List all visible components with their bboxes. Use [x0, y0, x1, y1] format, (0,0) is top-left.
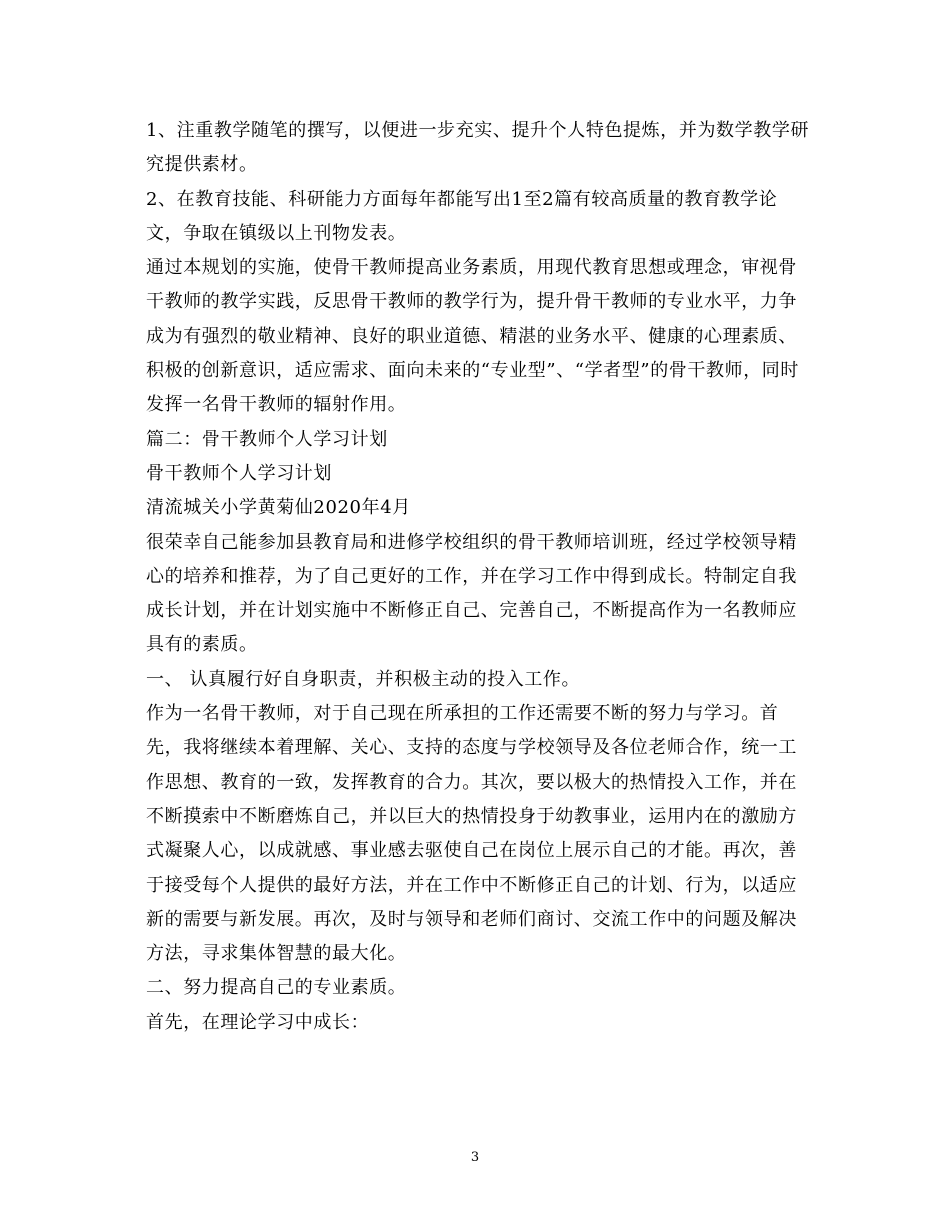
paragraph-section-one-body: 作为一名骨干教师，对于自己现在所承担的工作还需要不断的努力与学习。首先，我将继续本着理解、关心、支持的态度与学校领导及各位老师合作，统一工作思想、教育的一致，发挥教育的合力。其次，要以极大的热情投入工作，并在不断摸索中不断磨炼自己，并以巨大的热情投身于幼教事业，运用内在的激励方式凝聚人心，以成就感、事业感去驱使自己在岗位上展示自己的才能。再次，善于接受每个人提供的最好方法，并在工作中不断修正自己的计划、行为，以适应新的需要与新发展。再次，及时与领导和老师们商讨、交流工作中的问题及解决方法，寻求集体智慧的最大化。	[146, 703, 797, 965]
document-body	[146, 114, 814, 1040]
heading-section-two: 二、努力提高自己的专业素质。	[146, 977, 407, 999]
paragraph-intro: 很荣幸自己能参加县教育局和进修学校组织的骨干教师培训班，经过学校领导精心的培养和推荐，为了自己更好的工作，并在学习工作中得到成长。特制定自我成长计划，并在计划实施中不断修正自己、完善自己，不断提高作为一名教师应具有的素质。	[146, 531, 797, 656]
page-number: 3	[470, 1150, 480, 1165]
paragraph-note-2: 2、在教育技能、科研能力方面每年都能写出1至2篇有较高质量的教育教学论文，争取在镇级以上刊物发表。	[146, 188, 778, 244]
paragraph-summary: 通过本规划的实施，使骨干教师提高业务素质，用现代教育思想或理念，审视骨干教师的教学实践，反思骨干教师的教学行为，提升骨干教师的专业水平，力争成为有强烈的敬业精神、良好的职业道德、精湛的业务水平、健康的心理素质、积极的创新意识，适应需求、面向未来的“专业型”、“学者型”的骨干教师，同时发挥一名骨干教师的辐射作用。	[146, 257, 800, 416]
heading-section-one: 一、 认真履行好自身职责，并积极主动的投入工作。	[146, 668, 581, 690]
author-date-line: 清流城关小学黄菊仙2020年4月	[146, 497, 411, 519]
paragraph-note-1: 1、注重教学随笔的撰写，以便进一步充实、提升个人特色提炼，并为数学教学研究提供素材。	[146, 120, 810, 176]
section-heading-part-two: 篇二：骨干教师个人学习计划	[146, 428, 388, 450]
plan-title: 骨干教师个人学习计划	[146, 462, 332, 484]
paragraph-section-two-start: 首先，在理论学习中成长：	[146, 1011, 370, 1033]
